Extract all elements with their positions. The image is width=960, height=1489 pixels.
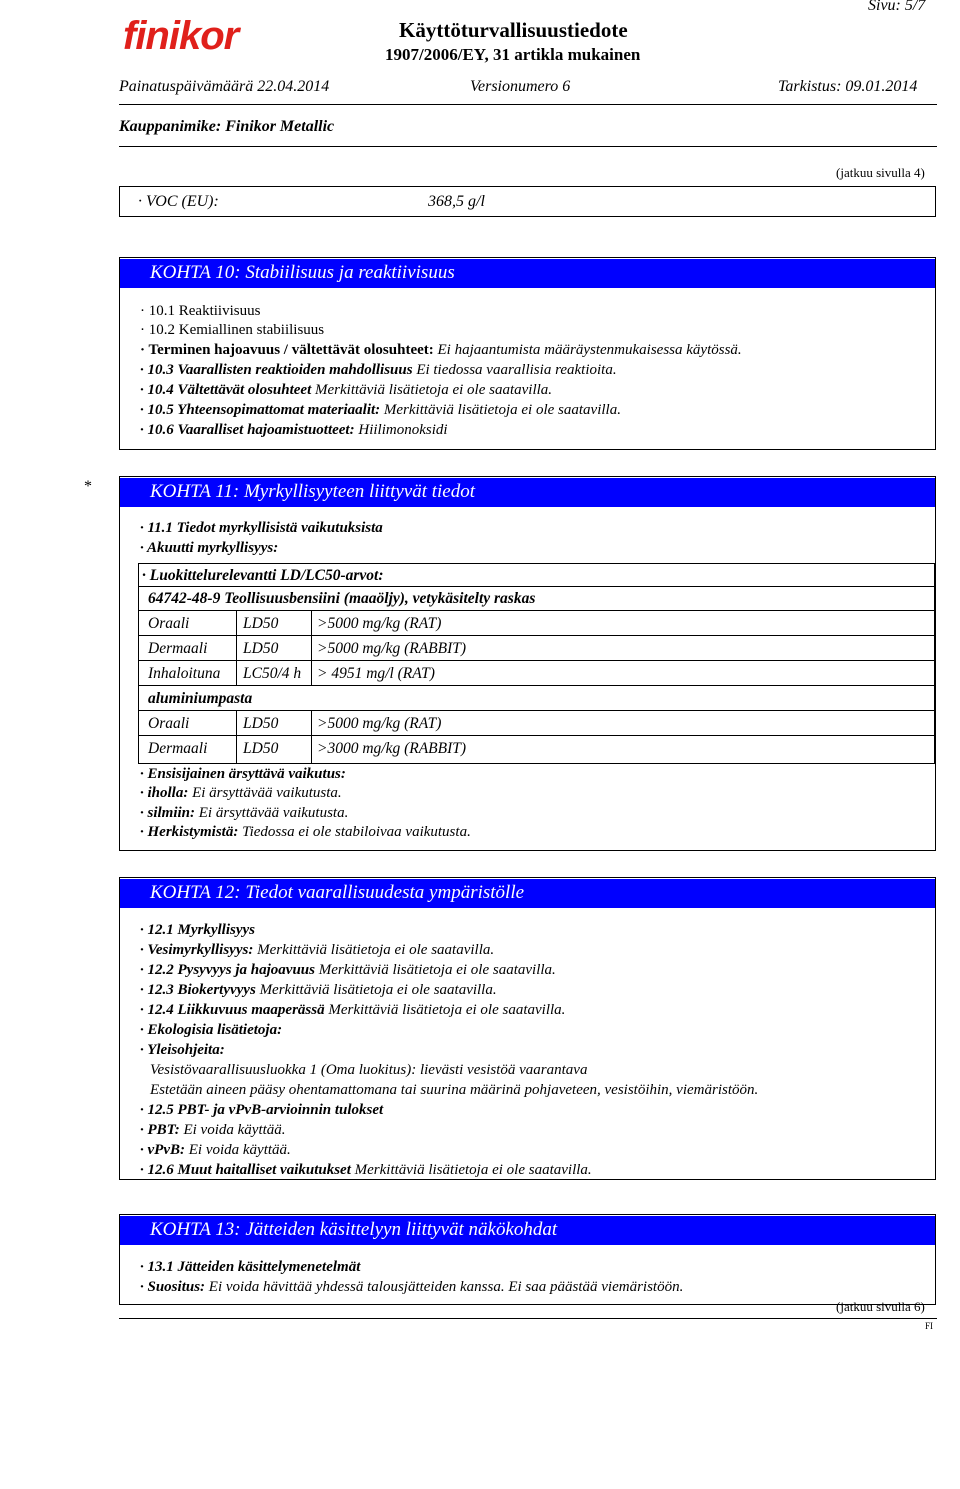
continued-from: (jatkuu sivulla 4) <box>836 165 925 180</box>
table-col-divider <box>311 710 312 764</box>
s11-line-4: · iholla: Ei ärsyttävää vaikutusta. <box>140 785 342 801</box>
table-col-divider <box>311 610 312 685</box>
s12-line-5: · 12.4 Liikkuvuus maaperässä Merkittäviä lisätietoja ei ole saatavilla. <box>140 1002 566 1018</box>
trade-name: Kauppanimike: Finikor Metallic <box>119 118 335 135</box>
substance-1-name: 64742-48-9 Teollisuusbensiini (maaöljy), vetykäsitelty raskas <box>148 590 536 607</box>
s10-line-7: · 10.6 Vaaralliset hajoamistuotteet: Hiilimonoksidi <box>140 422 448 438</box>
version-number: Versionumero 6 <box>470 78 571 95</box>
s11-line-2: · Akuutti myrkyllisyys: <box>140 540 279 556</box>
s12-line-8: Vesistövaarallisuusluokka 1 (Oma luokitus): lievästi vesistöä vaarantava <box>150 1062 588 1078</box>
section-10-heading: KOHTA 10: Stabiilisuus ja reaktiivisuus <box>120 259 935 288</box>
s13-line-1: · 13.1 Jätteiden käsittelymenetelmät <box>140 1259 361 1275</box>
table-divider <box>138 735 935 736</box>
trade-name-divider <box>119 146 937 147</box>
table-divider <box>138 635 935 636</box>
footer-divider <box>119 1318 937 1319</box>
print-date: Painatuspäivämäärä 22.04.2014 <box>119 78 330 95</box>
s12-line-10: · 12.5 PBT- ja vPvB-arvioinnin tulokset <box>140 1102 384 1118</box>
table-cell: LD50 <box>243 615 279 632</box>
s13-line-2: · Suositus: Ei voida hävittää yhdessä talousjätteiden kanssa. Ei saa päästää viemäristöön. <box>140 1279 684 1295</box>
s10-line-1: · 10.1 Reaktiivisuus <box>140 303 261 319</box>
company-logo: finikor <box>123 14 239 58</box>
section-11-heading: KOHTA 11: Myrkyllisyyteen liittyvät tiedot <box>120 478 935 507</box>
s12-line-3: · 12.2 Pysyvyys ja hajoavuus Merkittäviä lisätietoja ei ole saatavilla. <box>140 962 556 978</box>
s12-line-4: · 12.3 Biokertyvyys Merkittäviä lisätietoja ei ole saatavilla. <box>140 982 497 998</box>
table-cell: >5000 mg/kg (RAT) <box>317 615 442 632</box>
voc-label: · VOC (EU): <box>138 193 219 210</box>
table-col-divider <box>236 710 237 764</box>
s10-line-6: · 10.5 Yhteensopimattomat materiaalit: Merkittäviä lisätietoja ei ole saatavilla. <box>140 402 621 418</box>
table-divider <box>138 586 935 587</box>
change-marker: * <box>84 478 92 495</box>
table-cell: >5000 mg/kg (RAT) <box>317 715 442 732</box>
s12-line-11: · PBT: Ei voida käyttää. <box>140 1122 286 1138</box>
table-divider <box>138 710 935 711</box>
table-divider <box>138 660 935 661</box>
section-13-heading: KOHTA 13: Jätteiden käsittelyyn liittyvät näkökohdat <box>120 1216 935 1245</box>
section-12-heading: KOHTA 12: Tiedot vaarallisuudesta ympäristölle <box>120 879 935 908</box>
table-cell: LC50/4 h <box>243 665 302 682</box>
s11-line-6: · Herkistymistä: Tiedossa ei ole stabiloivaa vaikutusta. <box>140 824 471 840</box>
table-col-divider <box>236 610 237 685</box>
s12-line-9: Estetään aineen pääsy ohentamattomana tai suurina määrinä pohjaveteen, vesistöihin, viemäristöön. <box>150 1082 759 1098</box>
table-cell: Inhaloituna <box>148 665 221 682</box>
revision-date: Tarkistus: 09.01.2014 <box>778 78 918 95</box>
s12-line-2: · Vesimyrkyllisyys: Merkittäviä lisätietoja ei ole saatavilla. <box>140 942 495 958</box>
s10-line-3: · Terminen hajoavuus / vältettävät olosuhteet: Ei hajaantumista määräystenmukaisessa käytössä. <box>140 342 742 358</box>
s10-line-2: · 10.2 Kemiallinen stabiilisuus <box>140 322 325 338</box>
voc-value: 368,5 g/l <box>428 193 485 210</box>
s12-line-13: · 12.6 Muut haitalliset vaikutukset Merkittäviä lisätietoja ei ole saatavilla. <box>140 1162 592 1178</box>
language-code: FI <box>925 1321 934 1331</box>
voc-box <box>119 186 936 217</box>
table-cell: >3000 mg/kg (RABBIT) <box>317 740 467 757</box>
table-cell: LD50 <box>243 640 279 657</box>
substance-2-name: aluminiumpasta <box>148 690 253 707</box>
document-subtitle: 1907/2006/EY, 31 artikla mukainen <box>385 45 641 64</box>
s11-line-1: · 11.1 Tiedot myrkyllisistä vaikutuksista <box>140 520 383 536</box>
s11-line-3: · Ensisijainen ärsyttävä vaikutus: <box>140 766 346 782</box>
table-cell: >5000 mg/kg (RABBIT) <box>317 640 467 657</box>
continued-to: (jatkuu sivulla 6) <box>836 1299 925 1314</box>
s12-line-1: · 12.1 Myrkyllisyys <box>140 922 255 938</box>
table-cell: Oraali <box>148 715 190 732</box>
s12-line-6: · Ekologisia lisätietoja: <box>140 1022 283 1038</box>
page-number: Sivu: 5/7 <box>868 0 926 14</box>
table-cell: > 4951 mg/l (RAT) <box>317 665 435 682</box>
table-divider <box>138 685 935 686</box>
table-cell: LD50 <box>243 715 279 732</box>
table-cell: Oraali <box>148 615 190 632</box>
s12-line-7: · Yleisohjeita: <box>140 1042 225 1058</box>
table-cell: Dermaali <box>148 640 208 657</box>
s10-line-5: · 10.4 Vältettävät olosuhteet Merkittäviä lisätietoja ei ole saatavilla. <box>140 382 553 398</box>
s11-line-5: · silmiin: Ei ärsyttävää vaikutusta. <box>140 805 349 821</box>
s10-line-4: · 10.3 Vaarallisten reaktioiden mahdollisuus Ei tiedossa vaarallisia reaktioita. <box>140 362 617 378</box>
table-divider <box>138 610 935 611</box>
s12-line-12: · vPvB: Ei voida käyttää. <box>140 1142 291 1158</box>
document-title: Käyttöturvallisuustiedote <box>399 18 628 42</box>
toxicity-table-title: · Luokittelurelevantti LD/LC50-arvot: <box>142 567 384 584</box>
table-cell: Dermaali <box>148 740 208 757</box>
header-divider <box>119 104 937 105</box>
table-cell: LD50 <box>243 740 279 757</box>
